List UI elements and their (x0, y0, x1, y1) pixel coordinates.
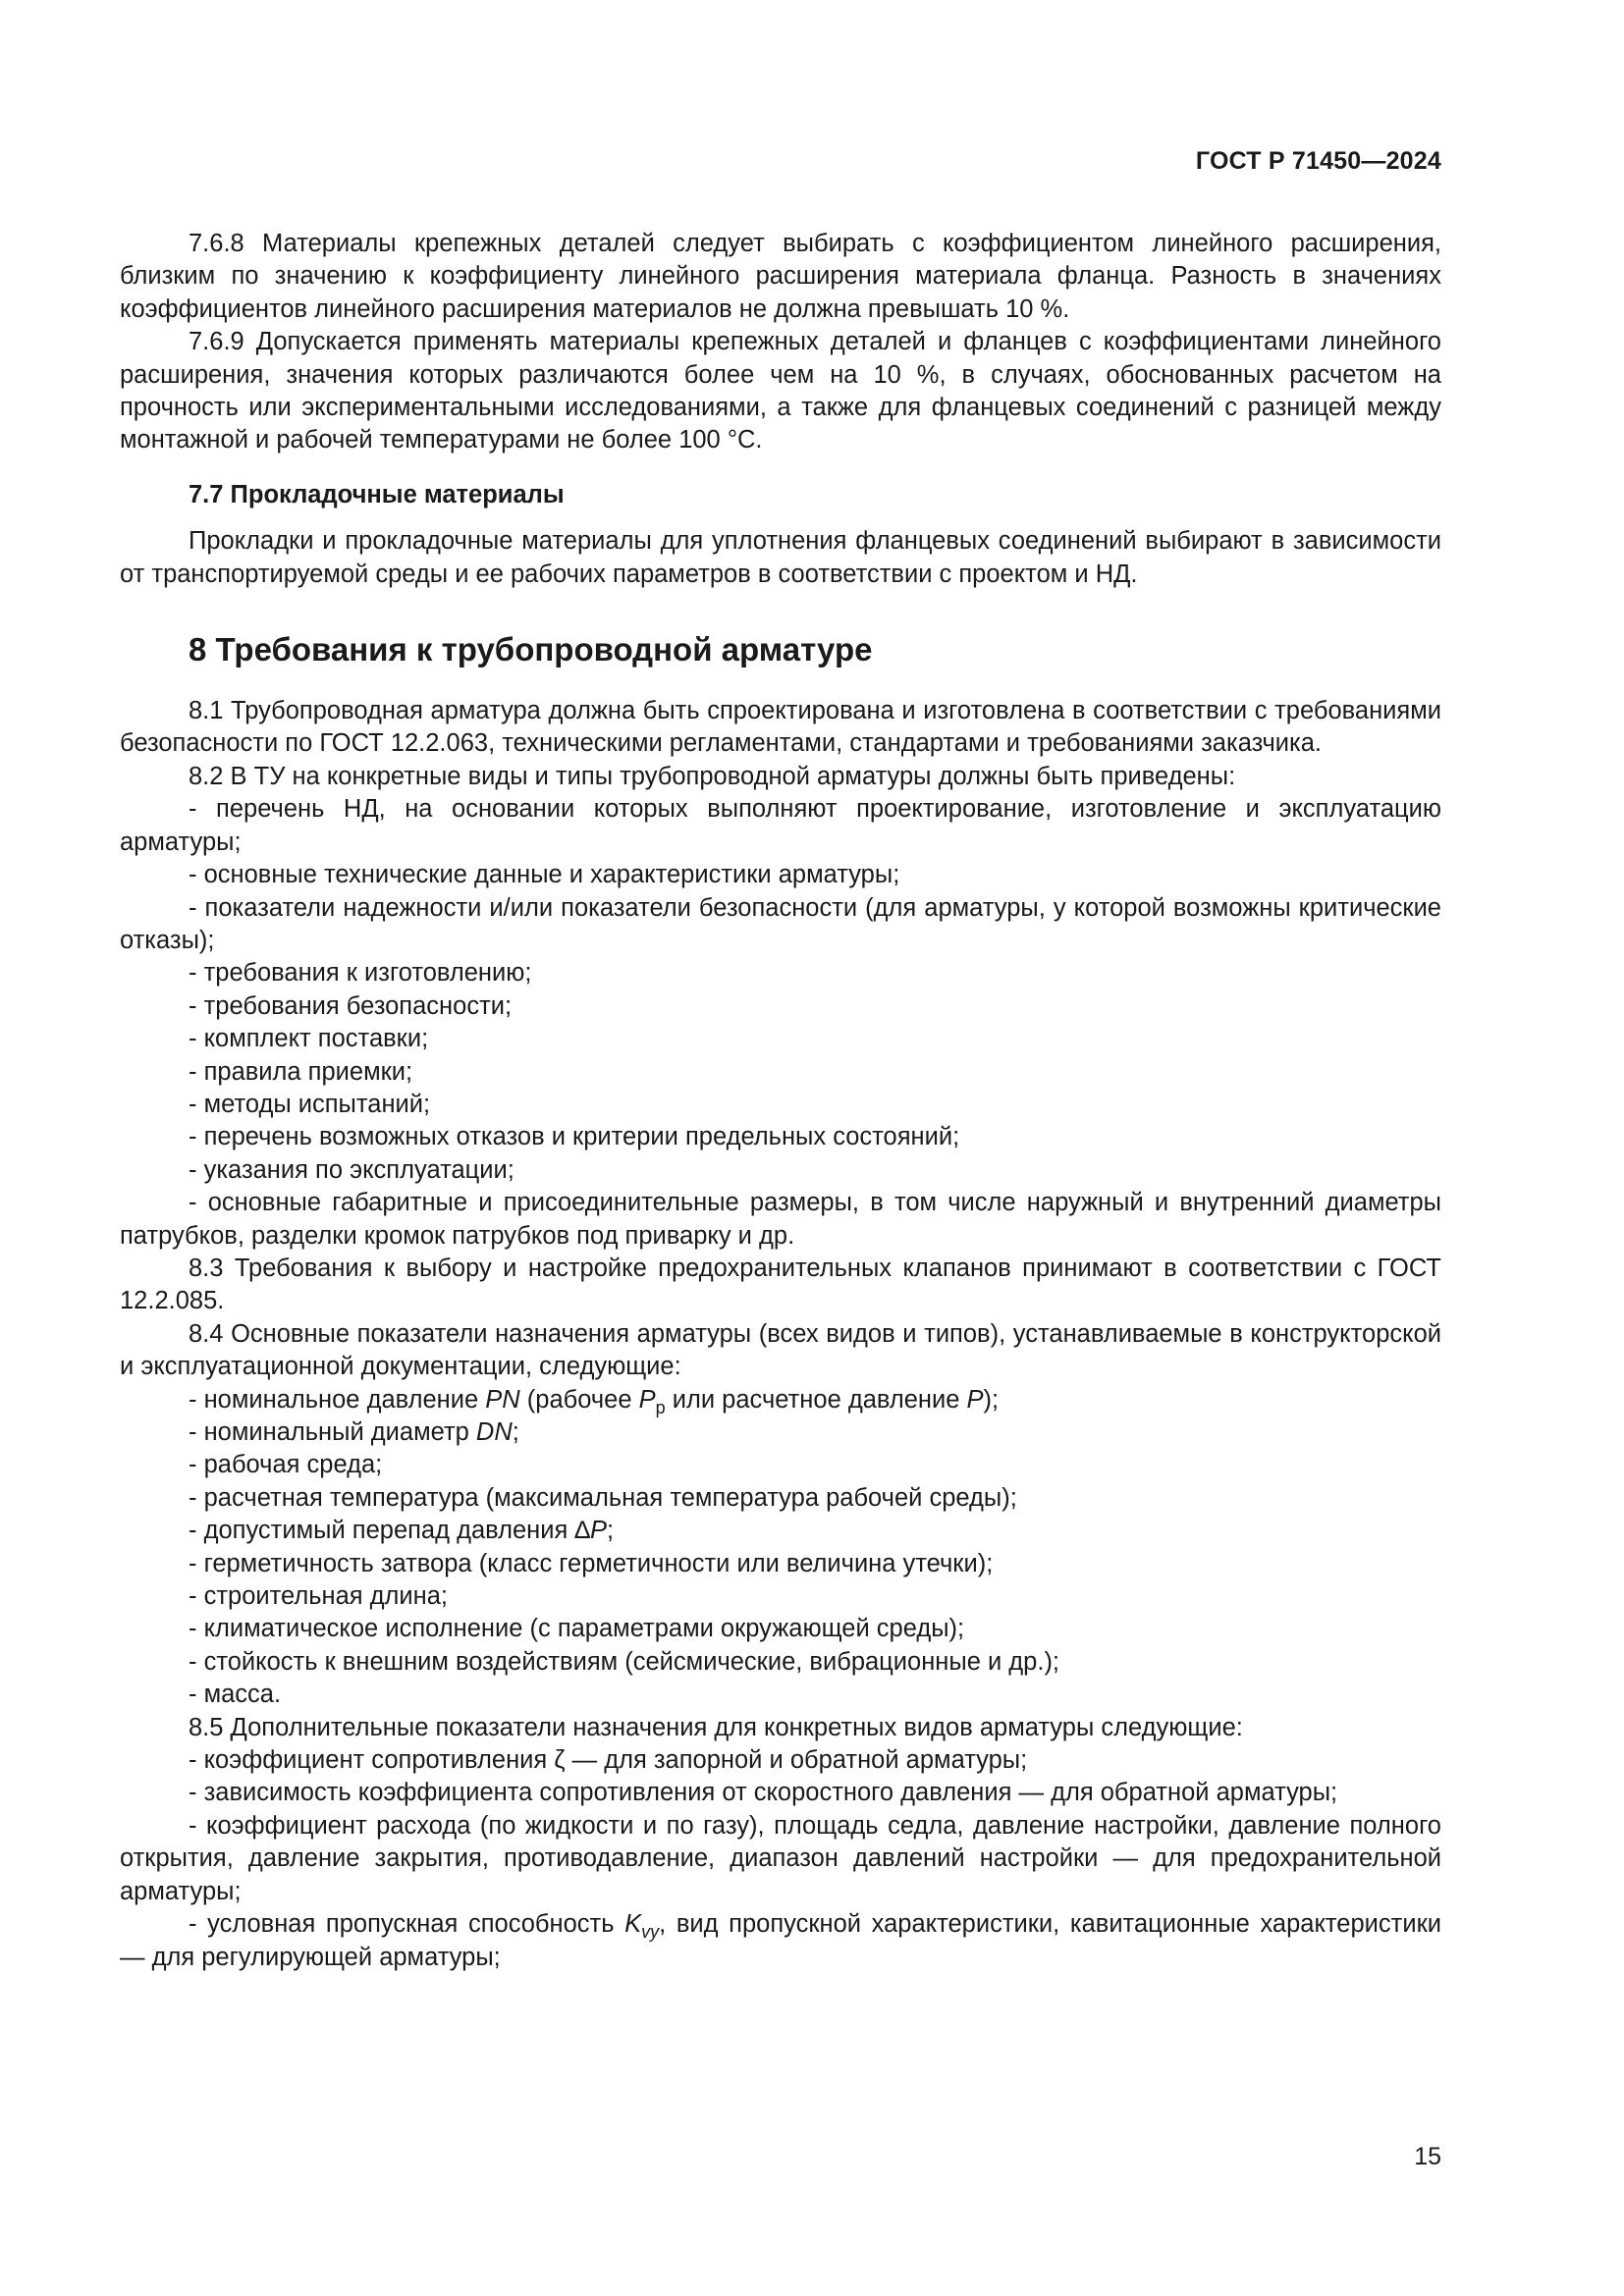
list-item: - зависимость коэффициента сопротивления от скоростного давления — для обратной арматуры; (189, 1779, 1338, 1807)
list-item: - комплект поставки; (189, 1025, 429, 1053)
list-item-nominal-diameter: - номинальный диаметр DN; (189, 1418, 519, 1446)
list-item: - перечень возможных отказов и критерии предельных состояний; (189, 1123, 960, 1151)
list-item: - расчетная температура (максимальная температура рабочей среды); (189, 1483, 1017, 1512)
page-content (120, 228, 1441, 1974)
document-code: ГОСТ Р 71450—2024 (1195, 147, 1441, 175)
list-item: - строительная длина; (189, 1582, 449, 1611)
paragraph-8-2: 8.2 В ТУ на конкретные виды и типы трубопроводной арматуры должны быть приведены: (189, 762, 1236, 790)
list-item: - стойкость к внешним воздействиям (сейсмические, вибрационные и др.); (189, 1647, 1060, 1676)
list-item: - коэффициент сопротивления ζ — для запорной и обратной арматуры; (189, 1746, 1028, 1775)
list-item: - основные технические данные и характеристики арматуры; (189, 861, 900, 889)
list-item: - требования безопасности; (189, 991, 513, 1020)
list-item: - методы испытаний; (189, 1090, 431, 1118)
list-item: - указания по эксплуатации; (189, 1155, 514, 1184)
section-title-8: 8 Требования к трубопроводной арматуре (189, 631, 873, 668)
list-item: - коэффициент расхода (по жидкости и по газу), площадь седла, давление настройки, давление полного открытия, давление закрытия, противодавление, диапазон давлений настройки — для предохранительной арматуры; (120, 1811, 1441, 1905)
list-item-pressure-drop: - допустимый перепад давления ∆P; (189, 1517, 615, 1545)
list-item: - основные габаритные и присоединительные размеры, в том числе наружный и внутренний диаметры патрубков, разделки кромок патрубков под приварку и др. (120, 1189, 1441, 1250)
list-item: - климатическое исполнение (с параметрами окружающей среды); (189, 1615, 965, 1643)
page-number: 15 (1414, 2143, 1441, 2170)
list-item: - масса. (189, 1681, 282, 1709)
paragraph-8-4: 8.4 Основные показатели назначения арматуры (всех видов и типов), устанавливаемые в конструкторской и эксплуатационной документации, следующие: (120, 1319, 1441, 1381)
paragraph-8-5: 8.5 Дополнительные показатели назначения для конкретных видов арматуры следующие: (189, 1713, 1243, 1741)
list-item: - правила приемки; (189, 1057, 413, 1086)
list-item: - герметичность затвора (класс герметичности или величина утечки); (189, 1549, 994, 1577)
list-item: - показатели надежности и/или показатели безопасности (для арматуры, у которой возможны критические отказы); (120, 893, 1441, 954)
paragraph-7-6-8: 7.6.8 Материалы крепежных деталей следует выбирать с коэффициентом линейного расширения, близким по значению к коэффициенту линейного расширения материала фланца. Разность в значениях коэффициентов линейного расширения материалов не должна превышать 10 %. (120, 230, 1441, 323)
paragraph-7-7: Прокладки и прокладочные материалы для уплотнения фланцевых соединений выбирают в зависимости от транспортируемой среды и ее рабочих параметров в соответствии с проектом и НД. (120, 527, 1441, 588)
paragraph-8-1: 8.1 Трубопроводная арматура должна быть спроектирована и изготовлена в соответствии с требованиями безопасности по ГОСТ 12.2.063, техническими регламентами, стандартами и требованиями заказчика. (120, 697, 1441, 758)
list-item: - перечень НД, на основании которых выполняют проектирование, изготовление и эксплуатацию арматуры; (120, 795, 1441, 856)
paragraph-7-6-9: 7.6.9 Допускается применять материалы крепежных деталей и фланцев с коэффициентами линейного расширения, значения которых различаются более чем на 10 %, в случаях, обоснованных расчетом на прочность или экспериментальными исследованиями, а также для фланцевых соединений с разницей между монтажной и рабочей температурами не более 100 °С. (120, 328, 1441, 454)
paragraph-8-3: 8.3 Требования к выбору и настройке предохранительных клапанов принимают в соответствии с ГОСТ 12.2.085. (120, 1254, 1441, 1315)
subsection-title-7-7: 7.7 Прокладочные материалы (189, 480, 565, 508)
list-item: - рабочая среда; (189, 1451, 383, 1479)
list-item-flow-capacity: - условная пропускная способность $K_{vy}$, вид пропускной характеристики, кавитационные характеристики — для регулирующей арматуры; (120, 1910, 1441, 1971)
list-item: - требования к изготовлению; (189, 959, 532, 988)
list-item-nominal-pressure: - номинальное давление PN (рабочее $P_р$ или расчетное давление P); (189, 1385, 1000, 1417)
